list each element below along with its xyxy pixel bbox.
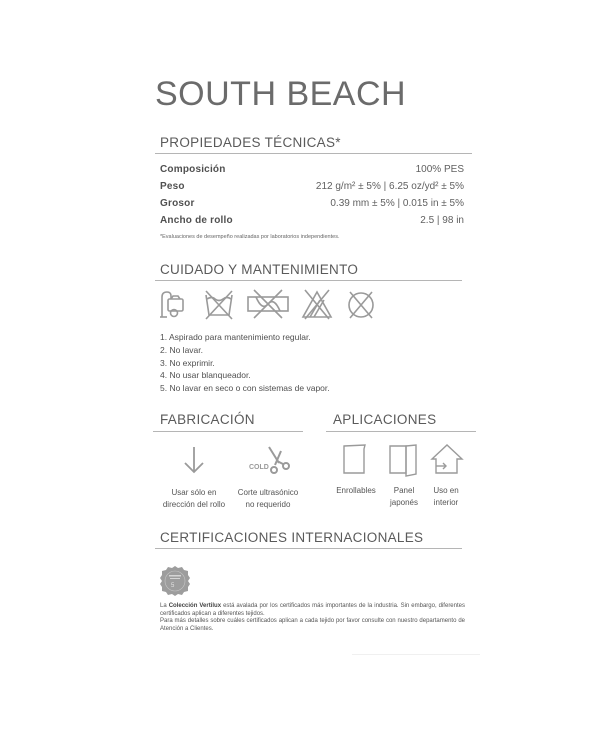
faint-divider <box>352 654 480 655</box>
certifications-paragraph-1: La Colección Vertilux está avalada por los certificados más importantes de la industria. Sin embargo, diferentes certificados aplican a diferentes tejidos. <box>160 603 465 617</box>
property-row-thickness <box>160 198 464 215</box>
care-icons-row <box>158 287 378 321</box>
property-row-roll-width <box>160 215 464 232</box>
arrow-down-icon <box>182 445 206 475</box>
care-instruction: 1. Aspirado para mantenimiento regular. <box>160 332 311 342</box>
no-wring-icon <box>246 287 290 321</box>
fabrication-label-ultrasonic: Corte ultrasónico no requerido <box>237 488 299 509</box>
product-title: SOUTH BEACH <box>155 75 407 113</box>
application-label-roller: Enrollables <box>336 486 376 495</box>
fabrication-label-direction: Usar sólo en dirección del rollo <box>162 488 226 509</box>
no-dry-clean-icon <box>344 287 378 321</box>
property-value: 0.39 mm ± 5% | 0.015 in ± 5% <box>330 198 464 209</box>
property-label: Ancho de rollo <box>160 215 233 226</box>
care-instruction: 4. No usar blanqueador. <box>160 370 251 381</box>
cold-label: COLD <box>249 464 269 471</box>
section-divider <box>155 280 462 281</box>
section-heading-technical-properties: PROPIEDADES TÉCNICAS* <box>160 135 341 150</box>
section-heading-certifications: CERTIFICACIONES INTERNACIONALES <box>160 530 424 545</box>
certification-badge-icon <box>159 565 191 597</box>
badge-number: 5 <box>171 583 175 589</box>
section-heading-applications: APLICACIONES <box>333 412 437 427</box>
roller-blind-icon <box>342 443 368 475</box>
property-label: Grosor <box>160 198 195 209</box>
section-divider <box>326 431 476 432</box>
scissors-cold-icon <box>247 445 295 477</box>
property-value: 212 g/m² ± 5% | 6.25 oz/yd² ± 5% <box>315 181 464 192</box>
section-divider <box>155 548 462 549</box>
property-value: 100% PES <box>415 164 464 175</box>
application-label-japanese-panel: Panel japonés <box>389 486 419 507</box>
care-instruction: 2. No lavar. <box>160 344 203 355</box>
care-instruction: 5. No lavar en seco o con sistemas de vapor. <box>160 383 330 394</box>
certifications-paragraph-2: Para más detalles sobre cuáles certificados aplican a cada tejido por favor consulte con nuestro departamento de Atención a Clientes. <box>160 618 465 632</box>
property-value: 2.5 | 98 in <box>420 215 464 226</box>
property-label: Peso <box>160 181 185 192</box>
property-row-weight <box>160 181 464 198</box>
certifications-text <box>160 603 465 633</box>
application-label-indoor: Uso en interior <box>433 486 459 507</box>
footnote: *Evaluaciones de desempeño realizadas por laboratorios independientes. <box>160 234 340 240</box>
no-wash-icon <box>202 287 236 321</box>
no-bleach-icon <box>300 287 334 321</box>
section-heading-fabrication: FABRICACIÓN <box>160 412 255 427</box>
section-heading-care: CUIDADO Y MANTENIMIENTO <box>160 262 359 277</box>
indoor-use-icon <box>430 443 464 475</box>
brand-name: Colección Vertilux <box>168 603 222 609</box>
section-divider <box>155 153 472 154</box>
japanese-panel-icon <box>388 443 418 477</box>
property-label: Composición <box>160 164 226 175</box>
section-divider <box>153 431 303 432</box>
care-instruction: 3. No exprimir. <box>160 357 215 368</box>
scissors-icon <box>265 445 293 475</box>
vacuum-icon <box>158 287 192 321</box>
care-instructions-list <box>160 331 330 395</box>
property-row-composition <box>160 164 464 181</box>
